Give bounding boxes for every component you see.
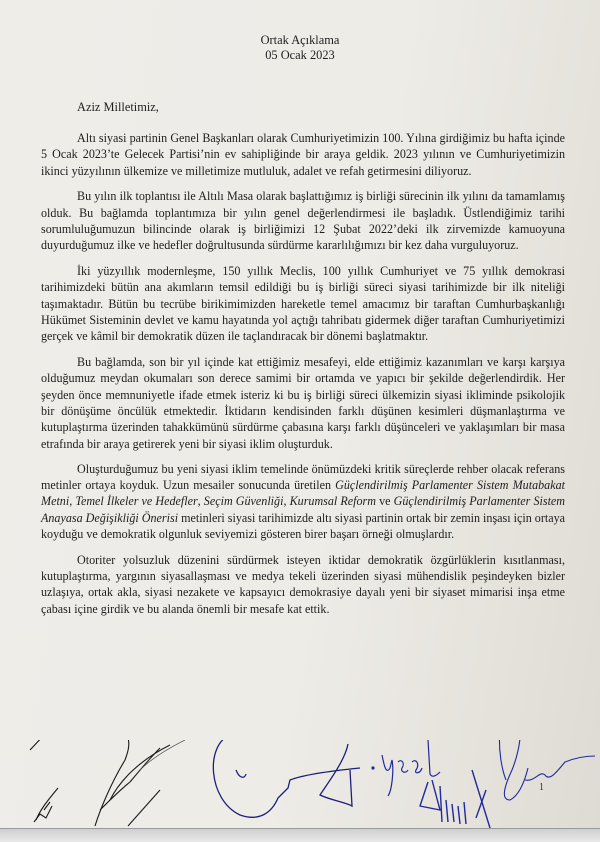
body-paragraph-3 bbox=[41, 263, 565, 344]
paragraph-text: İki yüzyıllık modernleşme, 150 yıllık Meclis, 100 yıllık Cumhuriyet ve 75 yıllık demokrasi tarihimizdeki bütün ana akımların temsil edildiği bu iş birliği süreci siyasi tarihimizde bir ilk niteliği taşımaktadır. Bütün bu tecrübe birikimimizden hareketle temel amacımız bir taraftan Cumhurbaşkanlığı Hükümet Sisteminin devlet ve kamu hayatında yol açtığı tahribatı gidermek diğer taraftan Cumhuriyetimizi gerçek ve kâmil bir demokratik düzen ile taçlandıracak bir dönemi başlatmaktır. bbox=[41, 264, 565, 344]
signatures-svg bbox=[0, 740, 600, 828]
salutation: Aziz Milletimiz, bbox=[77, 100, 159, 114]
document-reference-title: Kurumsal Reform bbox=[289, 494, 376, 509]
body-paragraph-5 bbox=[41, 461, 565, 542]
signature-4 bbox=[372, 740, 440, 796]
body-paragraph-2 bbox=[41, 188, 565, 253]
paragraph-text: metinleri siyasi tarihimizde altı siyasi partinin ortak bir zemin inşası için ortaya koyduğu ve demokratik olgunluk seviyemizi gösteren birer başarı örneği olmuşlardır. bbox=[41, 510, 566, 542]
document-reference-title: Güçlendirilmiş Parlamenter Sistem Mutabakat Metni bbox=[41, 478, 565, 509]
paragraph-text: Oluşturduğumuz bu yeni siyasi iklim temelinde önümüzdeki kritik süreçlerde rehber olacak referans metinler ortaya koyduk. Uzun mesailer sonucunda üretilen bbox=[41, 461, 565, 493]
paragraph-text: Altı siyasi partinin Genel Başkanları olarak Cumhuriyetimizin 100. Yılına girdiğimiz bu hafta içinde 5 Ocak 2023’te Gelecek Partisi’nin ev sahipliğinde bir araya geldik. 2023 yılının ve Cumhuriyetimizin ikinci yüzyılının ülkemize ve milletimize mutluluk, adalet ve refah getirmesini diliyoruz. bbox=[41, 131, 565, 178]
document-reference-title: Güçlendirilmiş Parlamenter Sistem Anayasa Değişikliği Önerisi bbox=[41, 494, 566, 525]
document-title: Ortak Açıklama bbox=[260, 33, 340, 47]
signature-3 bbox=[213, 740, 360, 817]
document-date: 05 Ocak 2023 bbox=[265, 48, 335, 62]
signature-2 bbox=[95, 740, 185, 826]
body-paragraph-1 bbox=[41, 130, 565, 179]
body-paragraph-4 bbox=[41, 354, 565, 452]
paragraph-text: Bu bağlamda, son bir yıl içinde kat ettiğimiz mesafeyi, elde ettiğimiz kazanımları ve karşı karşıya olduğumuz meydan okumaları son derece samimi bir ortamda ve yapıcı bir şekilde değerlendirdik. Her şeyden önce memnuniyetle ifade etmek isteriz ki bu iş birliği süreci ülkemizin siyasi ikliminde psikolojik bir dönüşüme öncülük etmektedir. İktidarın kendisinden farklı düşünen kesimleri düşmanlaştırma ve kutuplaştırma üzerinden tahakkümünü sürdürme çabasına karşı farklı düşünceleri ve yaklaşımları bir masa etrafında bir araya getirerek yeni bir siyasi iklim oluşturduk. bbox=[41, 355, 565, 451]
signature-area bbox=[0, 740, 600, 828]
paragraph-text: , bbox=[197, 494, 204, 509]
bottom-gray-strip bbox=[0, 828, 600, 842]
signature-5 bbox=[420, 770, 490, 828]
page-number: 1 bbox=[539, 782, 544, 793]
paragraph-text: ve bbox=[375, 494, 394, 509]
paragraph-text: Otoriter yolsuzluk düzenini sürdürmek isteyen iktidar demokratik özgürlüklerin kısıtlanması, kutuplaştırma, yargının siyasallaşması ve medya tekeli üzerinden siyasi mühendislik peşindeyken bizler uzlaşıya, ortak akla, siyasi nezakete ve kapsayıcı demokrasiye dayalı yeni bir siyaset mimarisi inşa etme çabası içine girdik ve bu alanda önemli bir mesafe kat ettik. bbox=[41, 552, 565, 616]
document-body bbox=[41, 130, 565, 627]
document-reference-title: Seçim Güvenliği bbox=[203, 494, 284, 509]
document-header bbox=[0, 33, 600, 63]
body-paragraph-6 bbox=[41, 552, 565, 617]
signature-1 bbox=[30, 740, 58, 822]
paragraph-text: Bu yılın ilk toplantısı ile Altılı Masa olarak başlattığımız iş birliği sürecinin ilk yılını da tamamlamış olduk. Bu bağlamda toplantımıza bir yılın genel değerlendirmesi ile başladık. Üstlendiğimiz tarihi sorumluluğumuzun bilincinde olarak iş birliğimizi 12 Şubat 2022’deki ilk zirvemizde kamuoyuna duyurduğumuz ilke ve hedefler doğrultusunda sürdürme kararlılığımızı bir kez daha vurguluyoruz. bbox=[41, 189, 565, 253]
signature-6 bbox=[499, 740, 595, 800]
paragraph-text: , bbox=[69, 494, 76, 509]
paragraph-text: , bbox=[283, 494, 290, 509]
document-reference-title: Temel İlkeler ve Hedefler bbox=[75, 494, 198, 509]
